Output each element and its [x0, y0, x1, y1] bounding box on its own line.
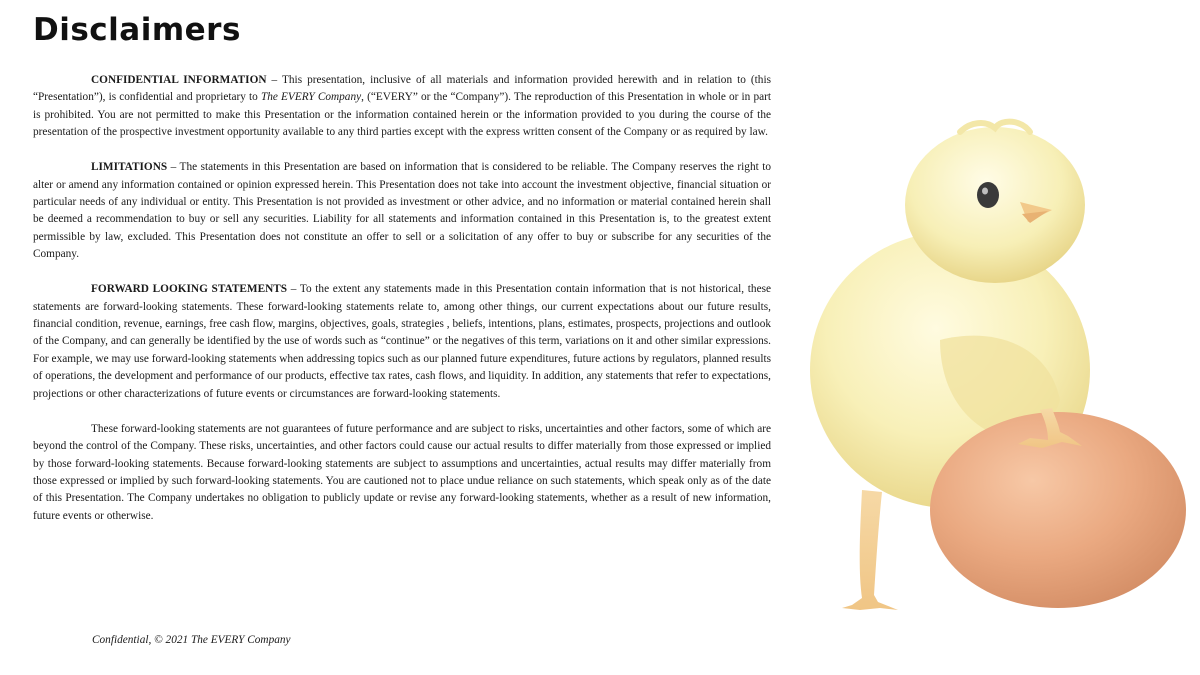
page-title: Disclaimers — [33, 12, 241, 48]
confidential-text-2: , (“EVERY” or the “Company”). The reproduction of this Presentation in whole or in part is prohibited. You are not permitted to make this Presentation or the information contained herein or the information provided to you during the course of the presentation of the prospective investment opportunity available to any third parties except with the express written consent of the Company or as required by law. — [33, 91, 772, 139]
confidential-text-1: – This presentation, inclusive of all materials and information provided herewith and in relation to (this “Presentation”), is confidential and proprietary to — [33, 74, 771, 104]
chick-egg-illustration — [790, 110, 1200, 630]
forward-looking-heading: FORWARD LOOKING STATEMENTS — [91, 283, 288, 296]
disclaimer-body — [33, 72, 771, 543]
limitations-text: – The statements in this Presentation are based on information that is considered to be reliable. The Company reserves the right to alter or amend any information contained or opinion expressed herein. This Presentation does not take into account the investment objective, financial situation or particular needs of any individual or entity. This Presentation is not provided as investment or other advice, and no information or material contained herein shall be deemed a recommendation to buy or sell any securities. Liability for all statements and information contained in this Presentation is, to the greatest extent permissible by law, excluded. This Presentation does not constitute an offer to sell or a solicitation of any offer to buy or subscribe for any securities of the Company. — [33, 161, 771, 261]
footer-copyright: Confidential, © 2021 The EVERY Company — [92, 634, 291, 646]
forward-looking-text: – To the extent any statements made in this Presentation contain information that is not historical, these statements are forward-looking statements. These forward-looking statements relate to, among other things, our current expectations about our future results, financial condition, revenue, earnings, free cash flow, margins, objectives, goals, strategies , beliefs, intentions, plans, estimates, prospects, projections and outlook of the Company, and can generally be identified by the use of words such as “continue” or the negatives of this term, variations on it and other similar expressions. For example, we may use forward-looking statements when addressing topics such as our planned future expenditures, future actions by regulators, planned results of operations, the development and performance of our products, effective tax rates, cash flows, and liquidity. In addition, any statements that refer to expectations, projections or other characterizations of future events or circumstances are forward-looking statements. — [33, 283, 771, 400]
confidential-paragraph — [33, 72, 771, 142]
forward-looking-paragraph — [33, 281, 771, 403]
limitations-paragraph — [33, 159, 771, 263]
chick-left-leg — [842, 490, 898, 610]
limitations-heading: LIMITATIONS — [91, 161, 168, 174]
guarantees-paragraph — [33, 421, 771, 525]
company-name-italic: The EVERY Company — [260, 91, 362, 104]
chick-eye — [977, 182, 999, 208]
confidential-heading: CONFIDENTIAL INFORMATION — [91, 74, 267, 86]
guarantees-text: These forward-looking statements are not guarantees of future performance and are subject to risks, uncertainties and other factors, some of which are beyond the control of the Company. These risks, uncertainties, and other factors could cause our actual results to differ materially from those expressed or implied by those forward-looking statements. Because forward-looking statements are subject to assumptions and uncertainties, actual results may differ materially from those expressed or implied by such forward-looking statements. You are cautioned not to place undue reliance on such statements, which speak only as of the date of this Presentation. The Company undertakes no obligation to publicly update or revise any forward-looking statements, whether as a result of new information, future events or otherwise. — [33, 422, 771, 522]
chick-and-egg-image — [790, 110, 1200, 630]
